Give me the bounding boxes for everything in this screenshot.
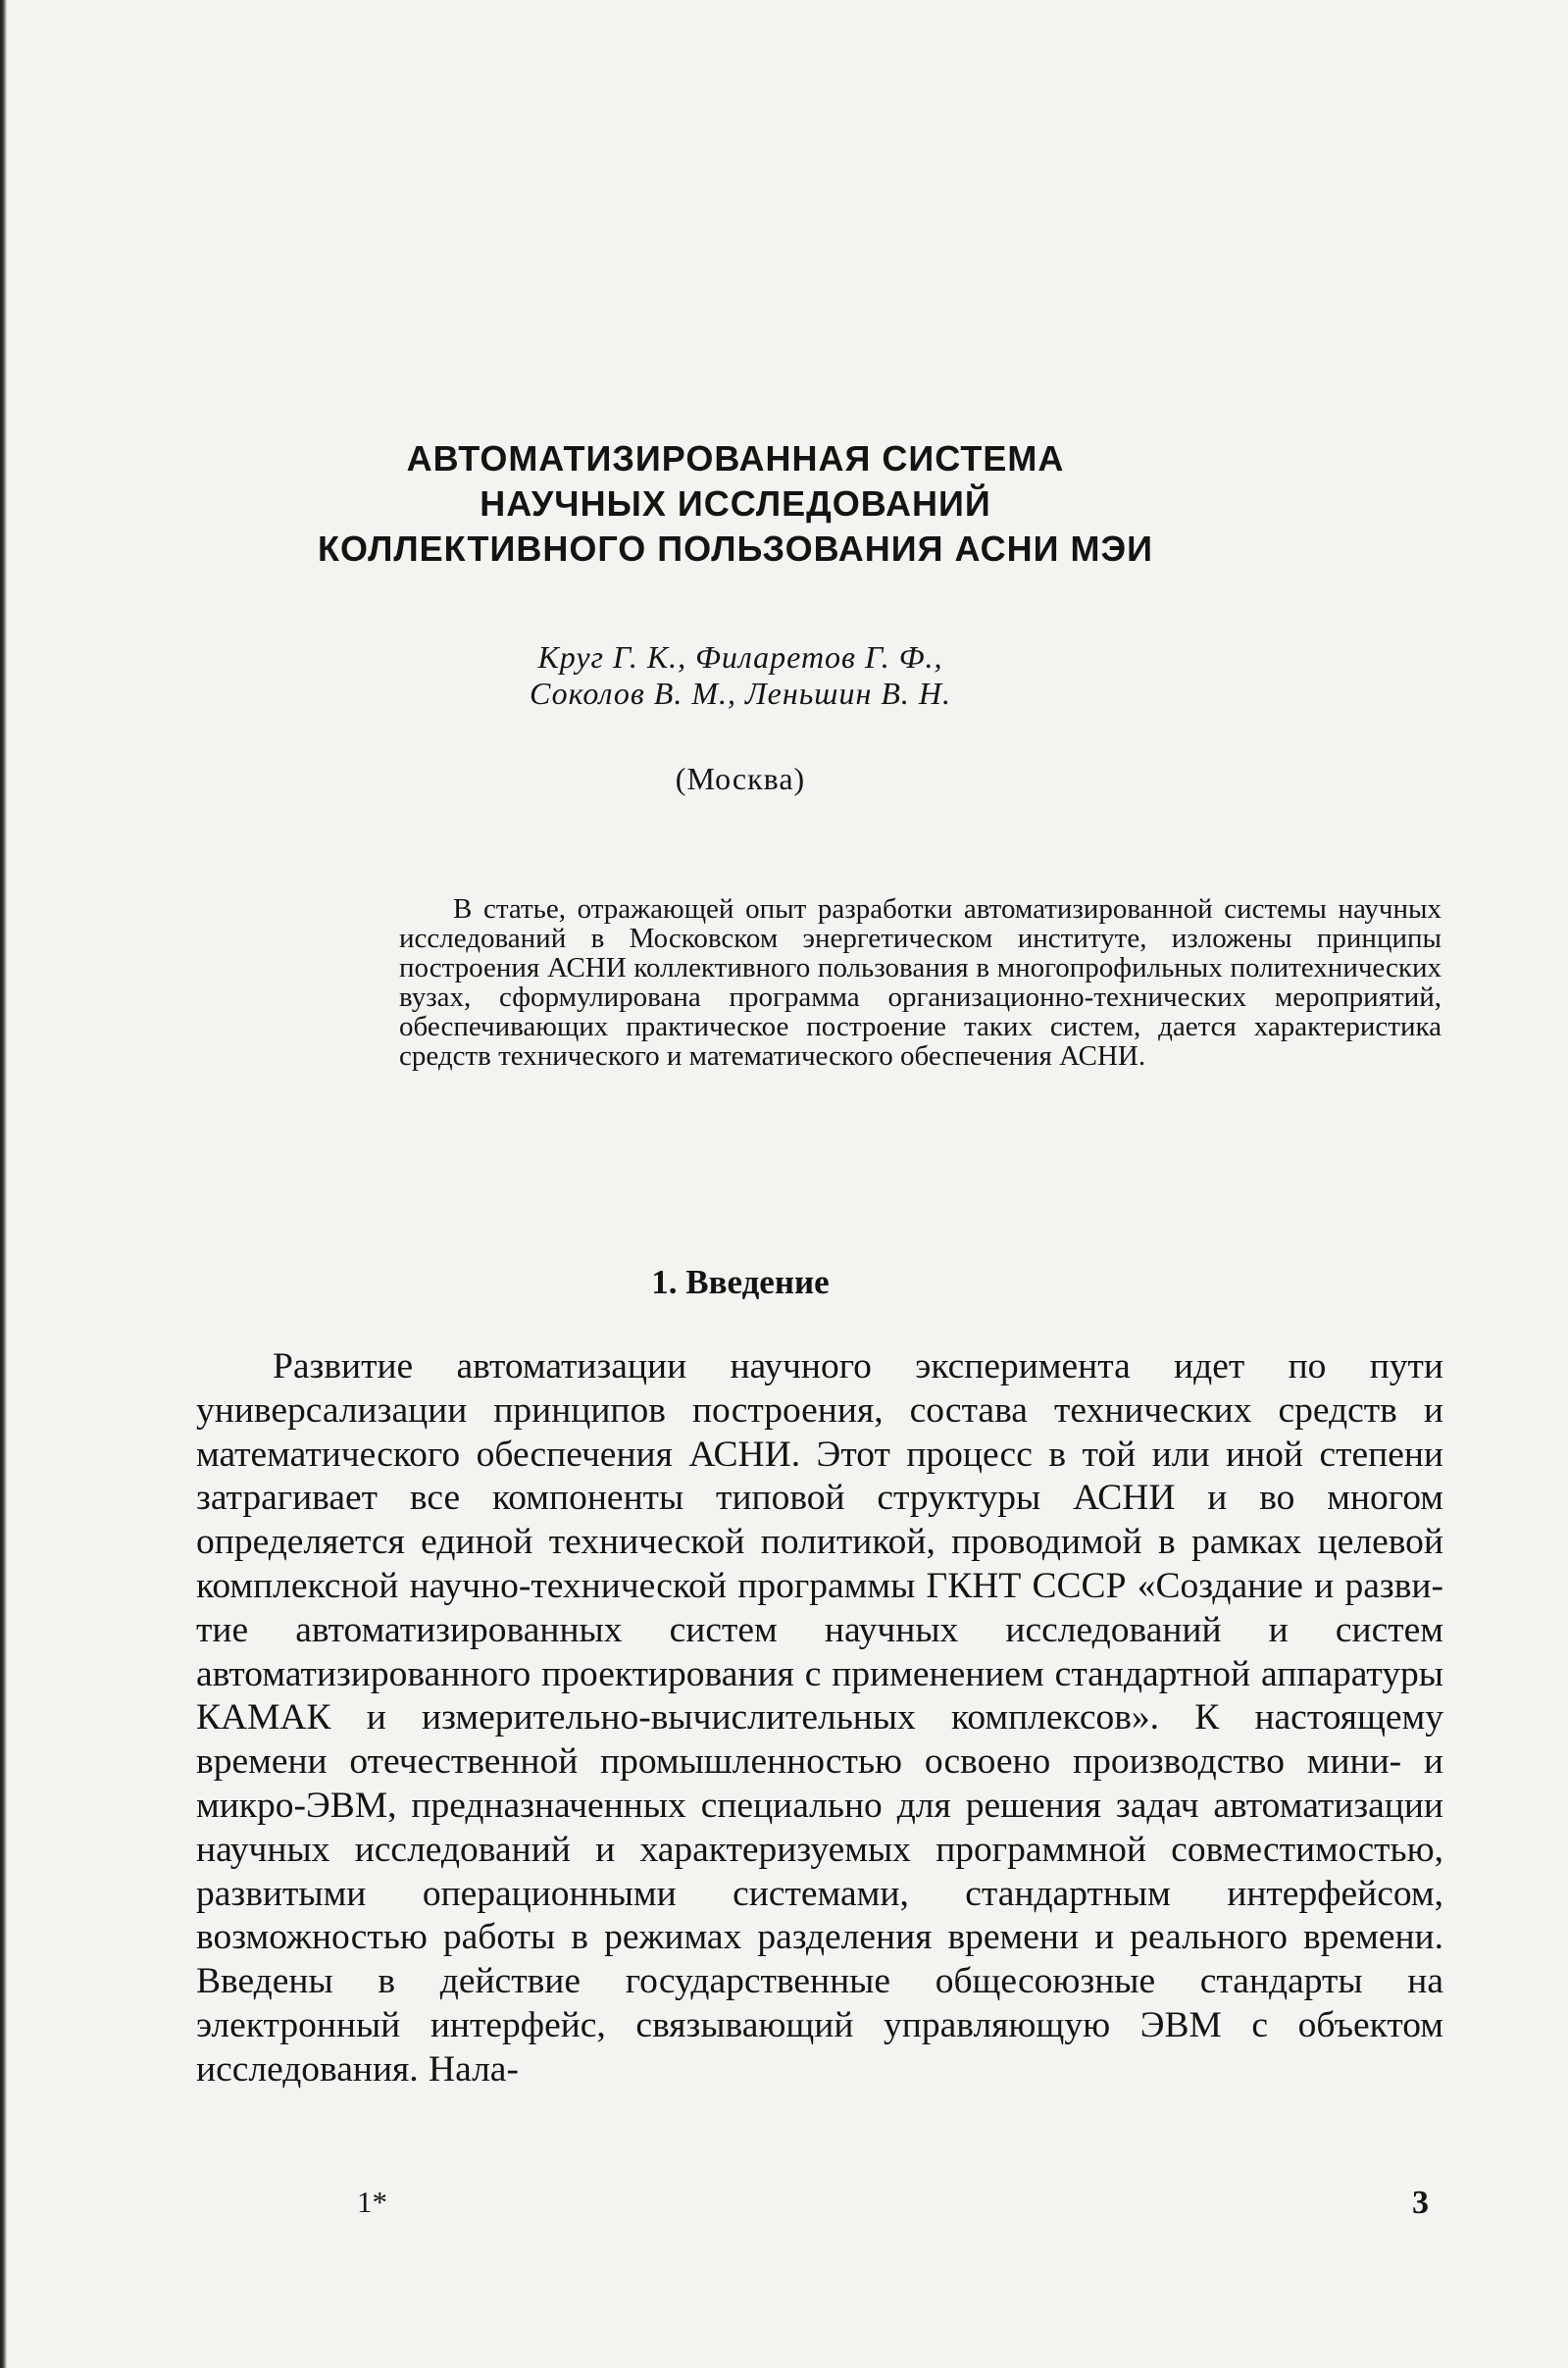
- author-list: [392, 639, 1088, 712]
- title-line: АВТОМАТИЗИРОВАННАЯ СИСТЕМА: [406, 438, 1065, 479]
- author-line: Круг Г. К., Филаретов Г. Ф.,: [537, 639, 943, 675]
- author-city: (Москва): [675, 761, 806, 796]
- title-line: КОЛЛЕКТИВНОГО ПОЛЬЗОВАНИЯ АСНИ МЭИ: [318, 529, 1153, 569]
- body-paragraph: Развитие автоматизации научного эксперимента идет по пути универсализации принципов построения, состава технических средств и математического обеспечения АСНИ. Этот процесс в той или иной степени затрагивает все компоненты типовой структуры АСНИ и во многом определяется единой технической политикой, проводимой в рамках целевой комплексной научно-технической программы ГКНТ СССР «Создание и развитие автоматизированных систем научных исследований и систем автоматизированного проектирования с применением стандартной аппаратуры КАМАК и измерительно-вычислительных комплексов». К настоящему времени отечественной промышленностью освоено производство мини- и микро-ЭВМ, предназначенных специально для решения задач автоматизации научных исследований и характеризуемых программной совместимостью, развитыми операционными системами, стандартным интерфейсом, возможностью работы в режимах разделения времени и реального времени. Введены в действие государственные общесоюзные стандарты на электронный интерфейс, связывающий управляющую ЭВМ с объектом исследования. Нала-: [196, 1346, 1443, 2090]
- abstract: В статье, отражающей опыт разработки автоматизированной системы научных исследований в Московском энергетическом институте, изложены принципы построения АСНИ коллективного пользования в многопрофильных политехнических вузах, сформулирована программа организационно-технических мероприятий, обеспечивающих практическое построение таких систем, дается характеристика средств технического и математического обеспечения АСНИ.: [399, 893, 1442, 1072]
- article-title: [196, 436, 1275, 572]
- page-number: 3: [1412, 2185, 1429, 2221]
- scan-binding-edge: [0, 0, 7, 2368]
- title-line: НАУЧНЫХ ИССЛЕДОВАНИЙ: [480, 483, 991, 524]
- author-line: Соколов В. М., Леньшин В. Н.: [530, 676, 951, 711]
- signature-mark: 1*: [357, 2185, 387, 2219]
- section-heading: 1. Введение: [651, 1263, 830, 1301]
